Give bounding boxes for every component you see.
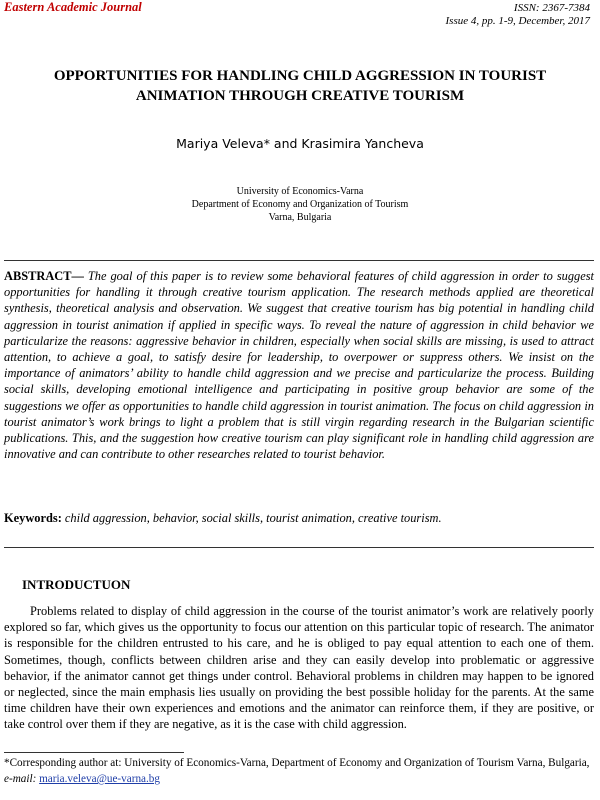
page-header — [0, 0, 600, 32]
footnote-text: *Corresponding author at: University of Economics-Varna, Department of Economy and Organization of Tourism Varna, Bulgaria, — [4, 757, 590, 769]
author-email-link[interactable]: maria.veleva@ue-varna.bg — [39, 773, 160, 785]
email-label: e-mail: — [4, 773, 37, 785]
issue-info: Issue 4, pp. 1-9, December, 2017 — [445, 15, 590, 27]
keywords — [4, 511, 594, 526]
affiliation-department: Department of Economy and Organization of Tourism — [191, 199, 409, 210]
abstract-label: ABSTRACT— — [4, 269, 84, 283]
introduction-paragraph: Problems related to display of child aggression in the course of the tourist animator’s work are relatively poorly explored so far, which gives us the opportunity to focus our attention on this particular topic of research. The animator is responsible for the children entrusted to his care, and he is obliged to pay equal attention to each one of them. Sometimes, though, conflicts between children arise and they can easily develop into problematic or aggressive behavior, if the animator cannot get things under control. Behavioral problems in children may happen to be ignored or neglected, since the main emphasis lies usually on providing the best possible holiday for the parents. At the same time children have their own experiences and emotions and the animator can reinforce them, if they are positive, or take control over them if they are negative, as it is the case with child aggression. — [4, 604, 594, 732]
paper-title: OPPORTUNITIES FOR HANDLING CHILD AGGRESSION IN TOURIST ANIMATION THROUGH CREATIVE TOURISM — [53, 68, 547, 104]
authors: Mariya Veleva* and Krasimira Yancheva — [176, 136, 424, 151]
abstract-top-divider — [4, 260, 594, 261]
affiliation — [0, 185, 600, 224]
affiliation-university: University of Economics-Varna — [236, 186, 364, 197]
section-heading-introduction: INTRODUCTUON — [22, 577, 131, 592]
corresponding-author-footnote — [4, 755, 594, 787]
abstract-bottom-divider — [4, 547, 594, 548]
footnote-divider — [4, 752, 184, 753]
abstract-text: The goal of this paper is to review some behavioral features of child aggression in order to suggest opportunities for handling it through creative tourism application. The research methods applied are theoretical synthesis, theoretical analysis and observation. We suggest that creative tourism has big potential in handling child aggression in tourist animation if applied in specific ways. To reveal the nature of aggression in child behavior we particularize the reasons: aggressive behavior in children, especially when social skills are missing, is used to attract attention, to achieve a goal, to satisfy desire for leadership, to overpower or suppress others. We insist on the importance of animators’ ability to handle child aggression and we precise and particularize the process. Building social skills, developing emotional intelligence and participating in positive group behavior are some of the suggestions we offer as opportunities to handle child aggression in tourist animation. The focus on child aggression in tourist animator’s work brings to light a problem that is still virgin regarding research in the Bulgarian scientific publications. This, and the suggestion how creative tourism can play significant role in handling child aggression are innovative and can contribute to other researches related to tourist behavior. — [4, 269, 594, 462]
affiliation-city: Varna, Bulgaria — [268, 212, 332, 223]
keywords-text: child aggression, behavior, social skills, tourist animation, creative tourism. — [61, 511, 442, 525]
abstract — [4, 268, 594, 462]
keywords-label: Keywords: — [4, 511, 62, 525]
journal-name: Eastern Academic Journal — [4, 0, 142, 14]
issn: ISSN: 2367-7384 — [513, 2, 590, 14]
